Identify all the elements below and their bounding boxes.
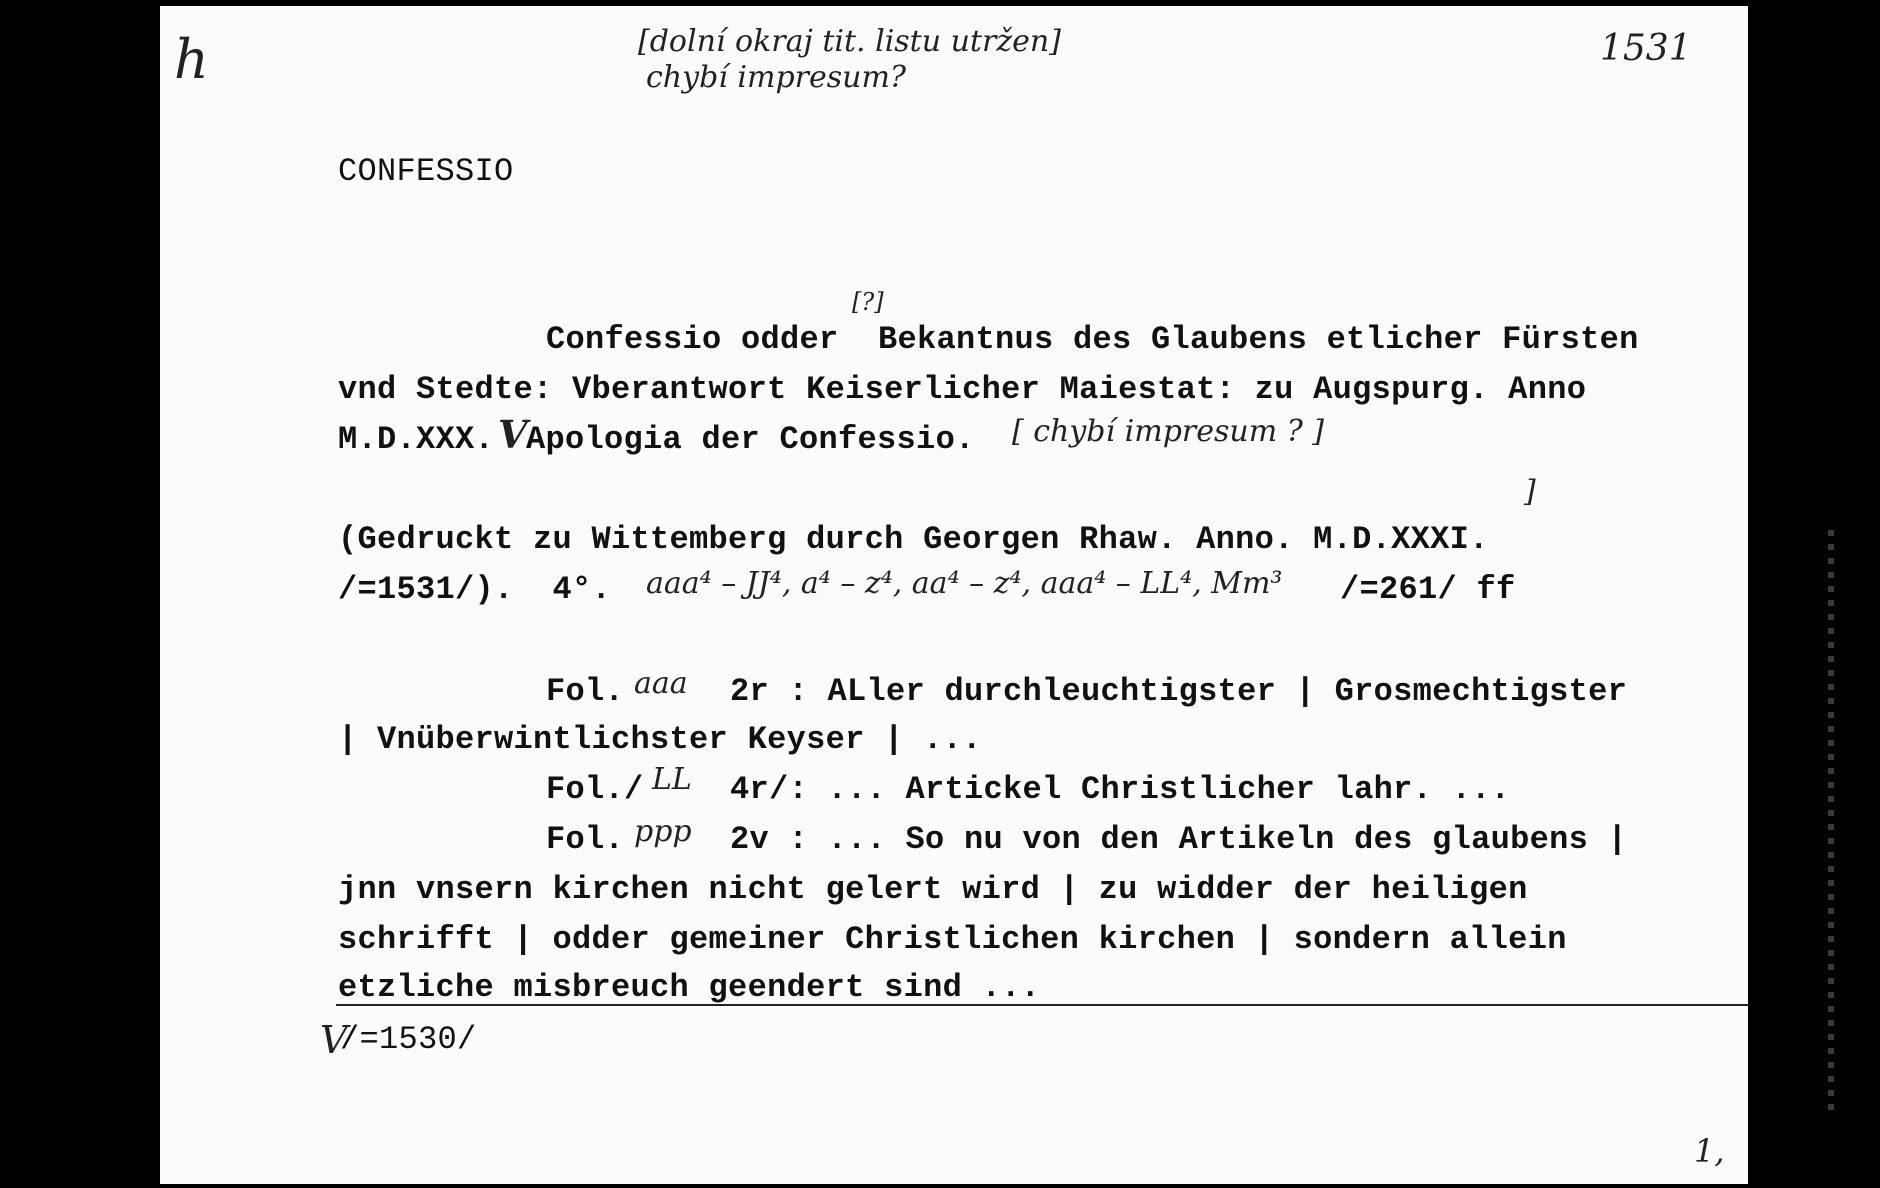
catalog-card [160, 6, 1748, 1184]
title-line-3-a: M.D.XXX. [338, 421, 495, 458]
collation-note: aaa⁴ – JJ⁴, a⁴ – z⁴, aa⁴ – z⁴, aaa⁴ – LL⁴, Mm³ [646, 566, 1283, 601]
title-line-3-b: Apologia der Confessio. [526, 421, 975, 458]
folio-3-label: Fol. [546, 821, 625, 858]
folio-3-line-4: etzliche misbreuch geendert sind ... [338, 969, 1041, 1006]
footnote-rule [336, 1004, 1748, 1006]
folio-1-label: Fol. [546, 673, 625, 710]
folio-2-signature: LL [652, 762, 692, 797]
title-line-1-end: Bekantnus des Glaubens etlicher Fürsten [878, 321, 1639, 358]
folio-1-line-2: | Vnüberwintlichster Keyser | ... [338, 721, 982, 758]
v-mark: V [498, 412, 528, 457]
inline-note: [ chybí impresum ? ] [1012, 414, 1325, 449]
bracket-close-mark: ] [1524, 474, 1536, 509]
top-note-line2: chybí impresum? [646, 60, 906, 95]
imprint-line-1: (Gedruckt zu Wittemberg durch Georgen Rhaw. Anno. M.D.XXXI. [338, 521, 1489, 558]
imprint-line-2-a: /=1531/). 4°. [338, 571, 612, 608]
imprint-line-2-b: /=261/ ff [1340, 571, 1516, 608]
folio-1-text: 2r : ALler durchleuchtigster | Grosmechtigster [730, 673, 1628, 710]
card-heading: CONFESSIO [338, 153, 514, 190]
title-line-1-start: Confessio odder [546, 321, 839, 358]
footnote: /=1530/ [340, 1021, 477, 1058]
scan-edge-strip [1828, 530, 1834, 1110]
folio-3-line-2: jnn vnsern kirchen nicht gelert wird | zu widder der heiligen [338, 871, 1528, 908]
folio-3-text: 2v : ... So nu von den Artikeln des glaubens | [730, 821, 1628, 858]
folio-2-label: Fol./ [546, 771, 644, 808]
top-note-line1: [dolní okraj tit. listu utržen] [638, 24, 1061, 59]
folio-1-signature: aaa [634, 666, 688, 701]
title-insert-note: [?] [852, 288, 884, 316]
corner-mark: h [174, 28, 209, 91]
folio-3-line-3: schrifft | odder gemeiner Christlichen kirchen | sondern allein [338, 921, 1567, 958]
folio-2-text: 4r/: ... Artickel Christlicher lahr. ... [730, 771, 1511, 808]
title-line-2: vnd Stedte: Vberantwort Keiserlicher Maiestat: zu Augspurg. Anno [338, 371, 1587, 408]
footnote-v-mark: V [320, 1018, 348, 1062]
year-note: 1531 [1600, 28, 1692, 69]
page-number: 1, [1694, 1132, 1725, 1170]
folio-3-signature: ppp [634, 814, 692, 849]
